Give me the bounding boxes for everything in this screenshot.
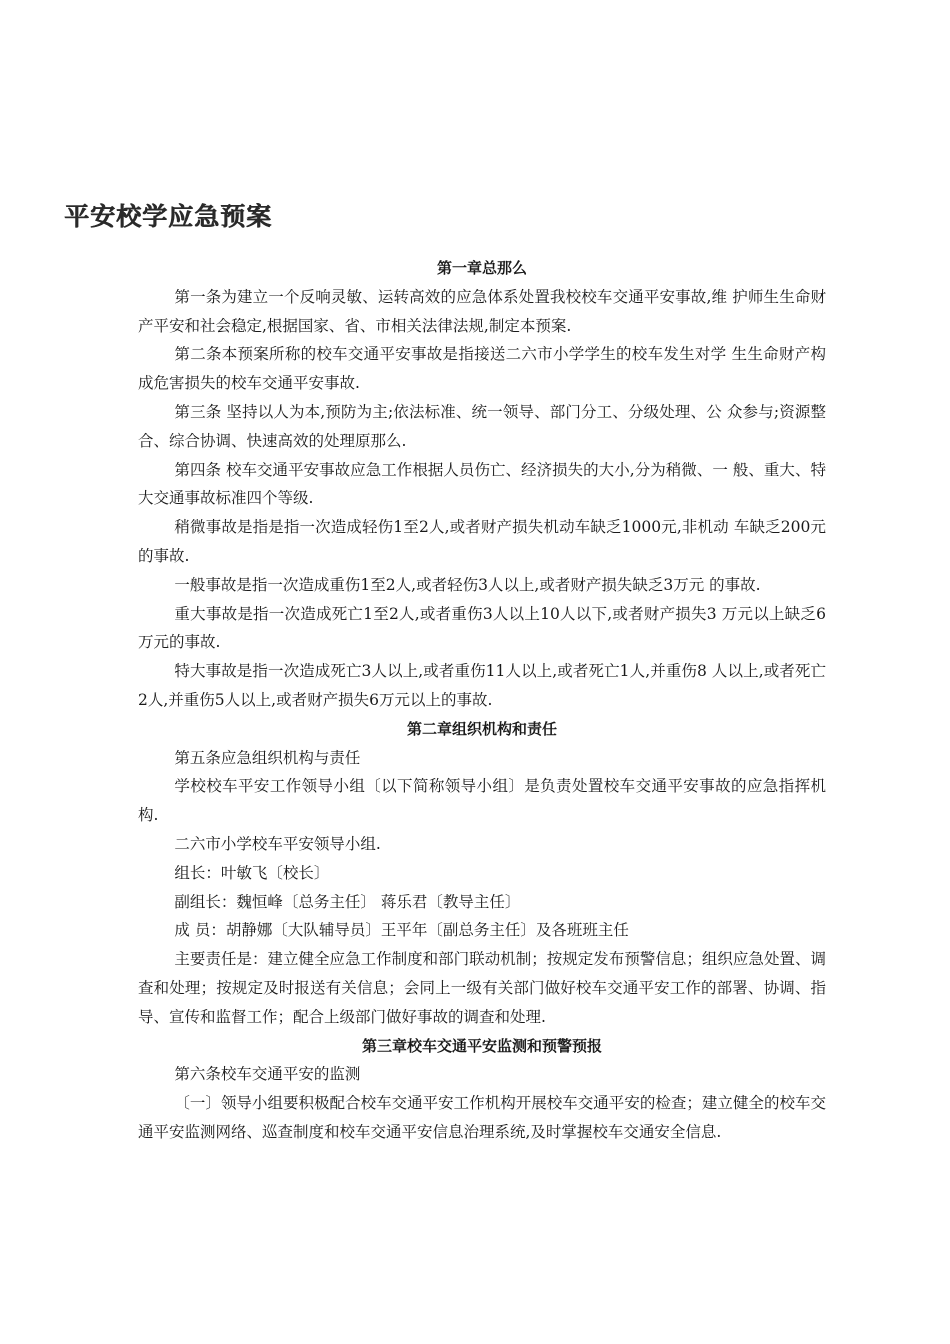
- chapter-heading: 第三章校车交通平安监测和预警预报: [361, 1036, 602, 1055]
- paragraph: 第三条 坚持以人为本,预防为主;依法标准、统一领导、部门分工、分级处理、公 众参与;资源整合、综合协调、快速高效的处理原那么.: [138, 402, 826, 450]
- paragraph: 第四条 校车交通平安事故应急工作根据人员伤亡、经济损失的大小,分为稍微、一 般、重大、特大交通事故标准四个等级.: [138, 460, 826, 508]
- document-body: [138, 254, 826, 1147]
- paragraph: 成 员：胡静娜〔大队辅导员〕王平年〔副总务主任〕及各班班主任: [174, 921, 629, 940]
- paragraph: 稍微事故是指是指一次造成轻伤1至2人,或者财产损失机动车缺乏1000元,非机动 车缺乏200元的事故.: [138, 518, 826, 565]
- paragraph: 一般事故是指一次造成重伤1至2人,或者轻伤3人以上,或者财产损失缺乏3万元 的事故.: [174, 575, 761, 594]
- paragraph: 第二条本预案所称的校车交通平安事故是指接送二六市小学学生的校车发生对学 生生命财产构成危害损失的校车交通平安事故.: [138, 345, 826, 393]
- paragraph: 主要责任是：建立健全应急工作制度和部门联动机制；按规定发布预警信息；组织应急处置、调查和处理；按规定及时报送有关信息；会同上一级有关部门做好校车交通平安工作的部署、协调、指导、宣传和监督工作；配合上级部门做好事故的调查和处理.: [138, 950, 826, 1026]
- paragraph: 第五条应急组织机构与责任: [174, 748, 361, 767]
- paragraph: 特大事故是指一次造成死亡3人以上,或者重伤11人以上,或者死亡1人,并重伤8 人以上,或者死亡2人,并重伤5人以上,或者财产损失6万元以上的事故.: [138, 662, 826, 709]
- chapter-heading: 第一章总那么: [436, 259, 527, 277]
- paragraph: 组长：叶敏飞〔校长〕: [174, 863, 330, 882]
- chapter-heading: 第二章组织机构和责任: [406, 719, 557, 738]
- paragraph: 二六市小学校车平安领导小组.: [174, 834, 381, 853]
- document-title: 平安校学应急预案: [64, 202, 273, 231]
- paragraph: 副组长：魏恒峰〔总务主任〕 蒋乐君〔教导主任〕: [174, 892, 521, 911]
- paragraph: 〔一〕领导小组要积极配合校车交通平安工作机构开展校车交通平安的检查；建立健全的校车交通平安监测网络、巡查制度和校车交通平安信息治理系统,及时掌握校车交通安全信息.: [138, 1094, 826, 1141]
- paragraph: 学校校车平安工作领导小组〔以下简称领导小组〕是负责处置校车交通平安事故的应急指挥机构.: [138, 777, 826, 825]
- paragraph: 第一条为建立一个反响灵敏、运转高效的应急体系处置我校校车交通平安事故,维 护师生生命财产平安和社会稳定,根据国家、省、市相关法律法规,制定本预案.: [138, 287, 826, 335]
- paragraph: 重大事故是指一次造成死亡1至2人,或者重伤3人以上10人以下,或者财产损失3 万元以上缺乏6万元的事故.: [138, 604, 826, 652]
- paragraph: 第六条校车交通平安的监测: [174, 1065, 361, 1084]
